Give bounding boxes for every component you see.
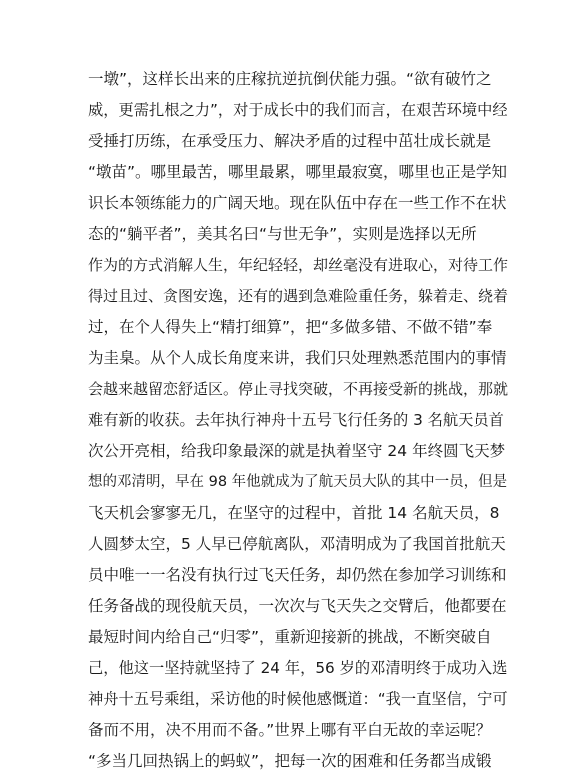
- text-line-15: 飞天机会寥寥无几，在坚守的过程中，首批 14 名航天员，8: [88, 504, 500, 522]
- text-line-9: 过，在个人得失上“精打细算”，把“多做多错、不做不错”奉: [88, 318, 493, 336]
- text-line-13: 次公开亮相，给我印象最深的就是执着坚守 24 年终圆飞天梦: [88, 442, 506, 460]
- text-line-11: 会越来越留恋舒适区。停止寻找突破，不再接受新的挑战，那就: [88, 380, 508, 398]
- text-line-23: “多当几回热锅上的蚂蚁”，把每一次的困难和任务都当成锻: [88, 752, 492, 770]
- text-line-3: 受捶打历练，在承受压力、解决矛盾的过程中茁壮成长就是: [88, 132, 492, 150]
- text-line-12: 难有新的收获。去年执行神舟十五号飞行任务的 3 名航天员首: [88, 411, 504, 429]
- text-line-7: 作为的方式消解人生，年纪轻轻，却丝毫没有进取心，对待工作: [88, 256, 508, 274]
- text-line-8: 得过且过、贪图安逸，还有的遇到急难险重任务，躲着走、绕着: [88, 287, 508, 305]
- text-line-18: 任务备战的现役航天员，一次次与飞天失之交臂后，他都要在: [88, 597, 507, 615]
- text-line-2: 威，更需扎根之力”，对于成长中的我们而言，在艰苦环境中经: [88, 101, 508, 119]
- text-line-5: 识长本领练能力的广阔天地。现在队伍中存在一些工作不在状: [88, 194, 507, 212]
- text-line-17: 员中唯一一名没有执行过飞天任务，却仍然在参加学习训练和: [88, 566, 507, 584]
- text-line-16: 人圆梦太空，5 人早已停航离队，邓清明成为了我国首批航天: [88, 535, 506, 553]
- text-line-6: 态的“躺平者”，美其名曰“与世无争”，实则是选择以无所: [88, 225, 477, 243]
- text-line-14: 想的邓清明，早在 98 年他就成为了航天员大队的其中一员，但是: [88, 474, 508, 490]
- body-text: [88, 64, 508, 777]
- text-line-10: 为圭臬。从个人成长角度来讲，我们只处理熟悉范围内的事情: [88, 349, 507, 367]
- text-line-1: 一墩”，这样长出来的庄稼抗逆抗倒伏能力强。“欲有破竹之: [88, 70, 492, 88]
- text-line-21: 神舟十五号乘组，采访他的时候他感慨道：“我一直坚信，宁可: [88, 690, 508, 708]
- text-line-4: “墩苗”。哪里最苦，哪里最累，哪里最寂寞，哪里也正是学知: [88, 163, 508, 181]
- text-line-22: 备而不用，决不用而不备。”世界上哪有平白无故的幸运呢？: [88, 721, 492, 739]
- text-line-19: 最短时间内给自己“归零”，重新迎接新的挑战，不断突破自: [88, 628, 492, 646]
- text-line-20: 己，他这一坚持就坚持了 24 年，56 岁的邓清明终于成功入选: [88, 659, 508, 677]
